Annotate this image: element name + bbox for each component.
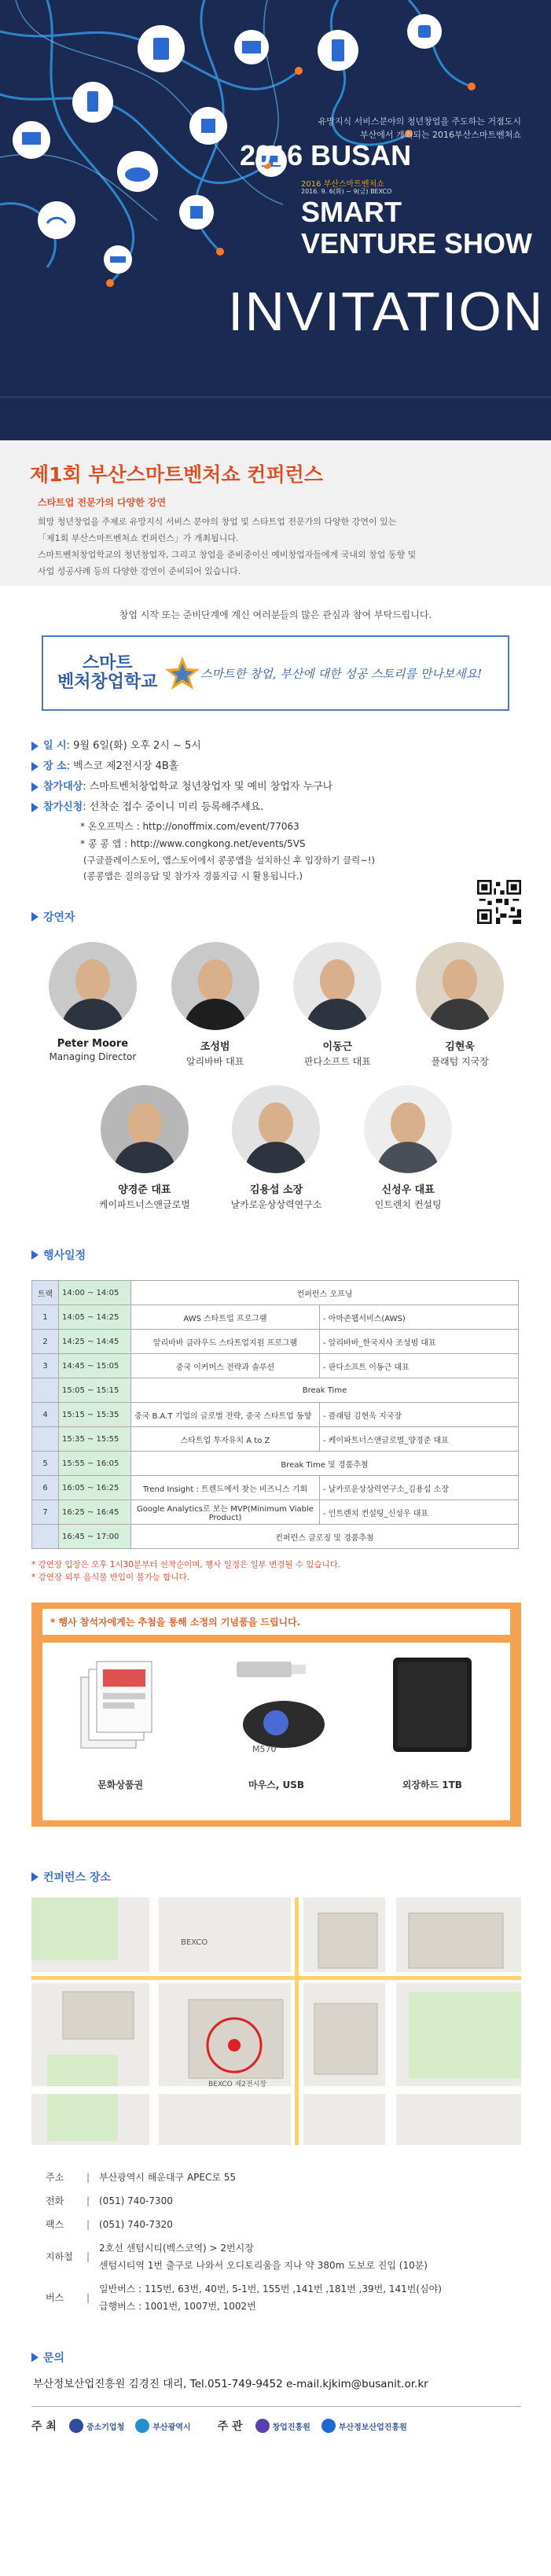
map-label: BEXCO 제2전시장 bbox=[208, 2081, 267, 2088]
speaker-cell: - 인트렌치 컨설팅_신성우 대표 bbox=[320, 1500, 519, 1525]
contact-info[interactable]: 부산정보산업진흥원 김경진 대리, Tel.051-749-9452 e-mail.kjkim@busanit.or.kr bbox=[33, 2378, 428, 2390]
bipa-logo-icon bbox=[321, 2419, 336, 2433]
track-cell bbox=[32, 1525, 59, 1549]
busan-logo-icon bbox=[135, 2419, 149, 2433]
onoffmix-link[interactable]: * 온오프믹스 : http://onoffmix.com/event/77063 bbox=[80, 821, 299, 832]
content-cell: AWS 스타트업 프로그램 bbox=[131, 1305, 320, 1330]
school-logo-line1: 스마트 bbox=[82, 653, 133, 673]
event-title-smart bbox=[301, 198, 402, 226]
hard-drive-icon bbox=[377, 1654, 487, 1756]
hero-banner bbox=[0, 0, 551, 440]
hero-desc-line: 부산에서 개최되는 2016부산스마트벤처쇼 bbox=[359, 130, 521, 140]
track-cell bbox=[32, 1427, 59, 1452]
info-note: (구글플레이스토어, 앱스토어에서 콩콩앱을 설치하신 후 입장하기 클릭~!) bbox=[83, 855, 375, 866]
speaker-card bbox=[86, 1085, 204, 1211]
table-row bbox=[32, 1500, 519, 1525]
address-value: (051) 740-7300 bbox=[99, 2195, 173, 2206]
speaker-card bbox=[349, 1085, 467, 1211]
host-logo bbox=[135, 2419, 190, 2433]
invite-message: 창업 시작 또는 준비단계에 계신 여러분들의 많은 관심과 참여 부탁드립니다. bbox=[119, 609, 432, 620]
event-title-line3: VENTURE SHOW bbox=[301, 227, 533, 259]
address-key: 전화 bbox=[46, 2195, 64, 2206]
intro-line: 사업 성공사례 등의 다양한 강연이 준비되어 있습니다. bbox=[38, 566, 241, 576]
speaker-cell: - 아마존웹서비스(AWS) bbox=[320, 1305, 519, 1330]
speaker-name: 김용섭 소장 bbox=[249, 1184, 303, 1196]
gift-heading: * 행사 참석자에게는 추첨을 통해 소정의 기념품을 드립니다. bbox=[42, 1609, 510, 1635]
speakers-title: 강연자 bbox=[43, 911, 75, 924]
venue-heading bbox=[31, 1869, 521, 1885]
break-cell: Break Time 및 경품추첨 bbox=[131, 1452, 519, 1476]
schedule-section bbox=[0, 1211, 551, 1584]
bullet-arrow-icon bbox=[31, 803, 39, 812]
speaker-cell: - 케이파트너스앤글로벌_양경준 대표 bbox=[320, 1427, 519, 1452]
speaker-row-2 bbox=[31, 1085, 521, 1211]
speaker-cell: - 판다소프트 이동근 대표 bbox=[320, 1354, 519, 1378]
table-row bbox=[32, 1403, 519, 1427]
speaker-card bbox=[278, 942, 396, 1068]
event-title-venture bbox=[301, 227, 533, 259]
info-key: 참가대상 bbox=[43, 781, 83, 793]
speaker-title: 알리바바 대표 bbox=[186, 1056, 244, 1067]
speaker-photo bbox=[49, 942, 137, 1030]
gift-box bbox=[31, 1603, 521, 1827]
mouse-usb-icon bbox=[221, 1654, 331, 1756]
intro-line: 「제1회 부산스마트벤처쇼 컨퍼런스」가 개최됩니다. bbox=[38, 533, 239, 543]
table-row bbox=[32, 1330, 519, 1354]
break-cell: Break Time bbox=[131, 1378, 519, 1403]
speaker-photo bbox=[101, 1085, 189, 1173]
fax-row: 팩스 | (051) 740-7320 bbox=[46, 2216, 521, 2233]
host-logo bbox=[69, 2419, 124, 2433]
hero-desc-line: 유망지식 서비스분야의 청년창업을 주도하는 거점도시 bbox=[318, 116, 521, 127]
organizer-logo bbox=[321, 2419, 407, 2433]
phone-row: 전화 | (051) 740-7300 bbox=[46, 2192, 521, 2210]
speaker-name: 이동근 bbox=[322, 1041, 353, 1053]
info-key: 일 시 bbox=[43, 740, 67, 752]
event-info bbox=[0, 711, 551, 884]
content-cell: 스타트업 투자유치 A to Z bbox=[131, 1427, 320, 1452]
school-logo bbox=[43, 654, 200, 692]
speaker-name: 김현욱 bbox=[445, 1041, 475, 1053]
smba-logo-icon bbox=[69, 2419, 83, 2433]
time-cell: 16:45 ~ 17:00 bbox=[59, 1525, 131, 1549]
organizer-name: 부산정보산업진흥원 bbox=[338, 2423, 407, 2432]
school-banner bbox=[42, 635, 509, 711]
info-row-datetime bbox=[31, 736, 521, 756]
conference-title: 제1회 부산스마트벤처쇼 컨퍼런스 bbox=[30, 463, 323, 486]
host-name: 중소기업청 bbox=[86, 2423, 125, 2432]
star-logo-icon bbox=[164, 655, 200, 691]
wifi-icon bbox=[38, 201, 75, 239]
address-value: 센텀시티역 1번 출구로 나와서 오디토리움을 지나 약 380m 도보로 진입 (10분) bbox=[99, 2260, 428, 2271]
bullet-arrow-icon bbox=[31, 1872, 39, 1882]
sponsors-footer bbox=[31, 2406, 521, 2434]
table-row bbox=[32, 1452, 519, 1476]
bullet-arrow-icon bbox=[31, 1250, 39, 1260]
track-cell: 3 bbox=[32, 1354, 59, 1378]
qr-code-icon[interactable] bbox=[477, 880, 521, 924]
speakers-heading bbox=[31, 909, 521, 925]
event-title-line1: 2016 BUSAN bbox=[240, 139, 412, 171]
hero-description bbox=[318, 115, 521, 142]
track-cell: 트랙 bbox=[32, 1281, 59, 1305]
table-row bbox=[32, 1305, 519, 1330]
table-row bbox=[32, 1525, 519, 1549]
speaker-card bbox=[217, 1085, 335, 1211]
speaker-card bbox=[401, 942, 519, 1068]
gift-card-icon bbox=[65, 1654, 175, 1756]
content-cell: Trend Insight : 트렌드에서 찾는 비즈니스 기회 bbox=[131, 1476, 320, 1500]
bullet-arrow-icon bbox=[31, 782, 39, 792]
content-cell: 알리바바 클라우드 스타트업지원 프로그램 bbox=[131, 1330, 320, 1354]
schedule-title: 행사일정 bbox=[43, 1249, 86, 1262]
info-value: : 선착순 접수 중이니 미리 등록해주세요. bbox=[83, 801, 264, 813]
invitation-heading: INVITATION bbox=[228, 281, 545, 342]
address-value: 일반버스 : 115번, 63번, 40번, 5-1번, 155번 ,141번 ,181번 ,39번, 141번(심야) bbox=[99, 2283, 442, 2294]
closing-cell: 컨퍼런스 클로징 및 경품추첨 bbox=[131, 1525, 519, 1549]
event-subtitle: 2016 부산스마트벤처쇼 bbox=[301, 180, 384, 189]
mouse-model-text: M570 bbox=[252, 1744, 277, 1754]
table-row bbox=[32, 1476, 519, 1500]
event-date: 2016. 9. 6(화) ~ 9(금) BEXCO bbox=[301, 188, 392, 195]
gift-label: 마우스, USB bbox=[248, 1779, 304, 1790]
speakers-section bbox=[0, 884, 551, 1211]
speaker-photo bbox=[416, 942, 504, 1030]
schedule-table bbox=[31, 1280, 519, 1549]
speaker-title: 날카로운상상력연구소 bbox=[230, 1199, 322, 1210]
venue-title: 컨퍼런스 장소 bbox=[43, 1871, 112, 1884]
address-key: 버스 bbox=[46, 2292, 64, 2303]
track-cell: 5 bbox=[32, 1452, 59, 1476]
speaker-title: 케이파트너스앤글로벌 bbox=[98, 1199, 190, 1210]
speaker-title: 인트렌치 컨설팅 bbox=[374, 1199, 442, 1210]
contact-section bbox=[0, 2321, 551, 2390]
track-cell bbox=[32, 1378, 59, 1403]
schedule-notes bbox=[31, 1558, 521, 1584]
address-value: 2호선 센텀시티(벡스코역) > 2번시장 bbox=[99, 2243, 254, 2254]
time-cell: 16:05 ~ 16:25 bbox=[59, 1476, 131, 1500]
table-row bbox=[32, 1427, 519, 1452]
conference-subtitle: 스타트업 전문가의 다양한 강연 bbox=[38, 497, 167, 508]
contact-heading bbox=[31, 2350, 521, 2365]
map-graphic bbox=[31, 1897, 521, 2145]
address-key: 팩스 bbox=[46, 2219, 64, 2230]
time-cell: 15:05 ~ 15:15 bbox=[59, 1378, 131, 1403]
address-key: 주소 bbox=[46, 2172, 64, 2183]
gift-item bbox=[213, 1654, 339, 1791]
speaker-cell: - 날카로운상상력연구소_김용섭 소장 bbox=[320, 1476, 519, 1500]
table-row bbox=[32, 1281, 519, 1305]
contact-title: 문의 bbox=[43, 2352, 65, 2364]
info-value: : 벡스코 제2전시장 4B홀 bbox=[66, 760, 179, 772]
address-key: 지하철 bbox=[46, 2251, 73, 2262]
bus-row: 버스 | 일반버스 : 115번, 63번, 40번, 5-1번, 155번 ,141번 ,181번 ,39번, 141번(심야) 급행버스 : 1001번, 1007번, 1002번 bbox=[46, 2280, 521, 2315]
schedule-note: * 강연장 입장은 오후 1시30분부터 선착순이며, 행사 일정은 일부 변경될 수 있습니다. bbox=[31, 1560, 341, 1570]
host-name: 부산광역시 bbox=[152, 2423, 191, 2432]
congkong-link[interactable]: * 콩 콩 앱 : http://www.congkong.net/events/5VS bbox=[80, 838, 306, 849]
speaker-photo bbox=[171, 942, 259, 1030]
speaker-row-1 bbox=[31, 942, 521, 1068]
time-cell: 15:55 ~ 16:05 bbox=[59, 1452, 131, 1476]
invite-section bbox=[0, 586, 551, 711]
map-label: BEXCO bbox=[181, 1938, 208, 1947]
speaker-photo bbox=[232, 1085, 320, 1173]
speaker-title: 플래텀 지국장 bbox=[431, 1056, 489, 1067]
schedule-note: * 강연장 외부 음식물 반입이 불가능 합니다. bbox=[31, 1573, 190, 1582]
kised-logo-icon bbox=[255, 2419, 270, 2433]
school-logo-line2: 벤처창업학교 bbox=[57, 672, 158, 692]
info-note: (콩콩앱은 질의응답 및 참가자 경품지급 시 활용됩니다.) bbox=[83, 870, 303, 881]
address-block bbox=[31, 2169, 521, 2315]
gift-label: 문화상품권 bbox=[97, 1779, 144, 1790]
address-value: 부산광역시 해운대구 APEC로 55 bbox=[99, 2172, 237, 2183]
speaker-name: 양경준 대표 bbox=[118, 1184, 171, 1196]
time-cell: 14:05 ~ 14:25 bbox=[59, 1305, 131, 1330]
speaker-title: Managing Director bbox=[49, 1051, 137, 1062]
organizer-name: 창업진흥원 bbox=[272, 2423, 310, 2432]
venue-section bbox=[0, 1827, 551, 2315]
time-cell: 14:45 ~ 15:05 bbox=[59, 1354, 131, 1378]
content-cell: 컨퍼런스 오프닝 bbox=[131, 1281, 519, 1305]
time-cell: 14:00 ~ 14:05 bbox=[59, 1281, 131, 1305]
track-cell: 4 bbox=[32, 1403, 59, 1427]
info-key: 참가신청 bbox=[43, 801, 83, 813]
gift-items bbox=[42, 1643, 510, 1820]
track-cell: 7 bbox=[32, 1500, 59, 1525]
content-cell: 중국 이커머스 전략과 솔루션 bbox=[131, 1354, 320, 1378]
address-value: (051) 740-7320 bbox=[99, 2219, 173, 2230]
speaker-title: 판다소프트 대표 bbox=[303, 1056, 371, 1067]
intro-line: 희망 청년창업을 주제로 유망지식 서비스 분야의 창업 및 스타트업 전문가의 다양한 강연이 있는 bbox=[38, 517, 397, 527]
subway-row: 지하철 | 2호선 센텀시티(벡스코역) > 2번시장 센텀시티역 1번 출구로 나와서 오디토리움을 지나 약 380m 도보로 진입 (10분) bbox=[46, 2239, 521, 2274]
speaker-name: 조성범 bbox=[200, 1041, 230, 1053]
event-title-line2: SMART bbox=[301, 196, 402, 228]
info-key: 장 소 bbox=[43, 760, 67, 772]
info-value: : 9월 6일(화) 오후 2시 ~ 5시 bbox=[66, 740, 201, 752]
speaker-card bbox=[34, 942, 152, 1068]
schedule-heading bbox=[31, 1247, 521, 1263]
intro-line: 스마트벤처창업학교의 청년창업자, 그리고 창업을 준비중이신 예비창업자들에게 국내외 창업 동향 및 bbox=[38, 550, 417, 560]
content-cell: Google Analytics로 보는 MVP(Minimum Viable Product) bbox=[131, 1500, 320, 1525]
venue-map[interactable] bbox=[31, 1897, 521, 2145]
speaker-cell: - 플래텀 김현욱 지국장 bbox=[320, 1403, 519, 1427]
gift-label: 외장하드 1TB bbox=[402, 1779, 462, 1790]
host-label: 주 최 bbox=[31, 2420, 57, 2433]
table-row bbox=[32, 1354, 519, 1378]
speaker-card bbox=[156, 942, 274, 1068]
address-value: 급행버스 : 1001번, 1007번, 1002번 bbox=[99, 2301, 256, 2312]
content-cell: 중국 B.A.T 기업의 글로벌 전략, 중국 스타트업 동향 bbox=[131, 1403, 320, 1427]
time-cell: 16:25 ~ 16:45 bbox=[59, 1500, 131, 1525]
event-title bbox=[240, 139, 412, 171]
bullet-arrow-icon bbox=[31, 2353, 39, 2362]
organizer-logo bbox=[255, 2419, 310, 2433]
speaker-photo bbox=[293, 942, 381, 1030]
info-row-audience bbox=[31, 777, 521, 797]
speaker-name: 신성우 대표 bbox=[381, 1184, 435, 1196]
speaker-name: Peter Moore bbox=[57, 1038, 129, 1050]
time-cell: 14:25 ~ 14:45 bbox=[59, 1330, 131, 1354]
organizer-label: 주 관 bbox=[217, 2420, 243, 2433]
bullet-arrow-icon bbox=[31, 742, 39, 751]
bullet-arrow-icon bbox=[31, 912, 39, 922]
track-cell: 6 bbox=[32, 1476, 59, 1500]
speaker-cell: - 알리바바_한국지사 조성범 대표 bbox=[320, 1330, 519, 1354]
info-value: : 스마트벤처창업학교 청년창업자 및 예비 창업자 누구나 bbox=[83, 781, 333, 793]
table-row bbox=[32, 1378, 519, 1403]
time-cell: 15:15 ~ 15:35 bbox=[59, 1403, 131, 1427]
address-row: 주소 | 부산광역시 해운대구 APEC로 55 bbox=[46, 2169, 521, 2186]
time-cell: 15:35 ~ 15:55 bbox=[59, 1427, 131, 1452]
intro-section bbox=[0, 440, 551, 586]
circuit-decoration bbox=[0, 0, 551, 440]
info-row-registration bbox=[31, 797, 521, 818]
track-cell: 1 bbox=[32, 1305, 59, 1330]
gift-item bbox=[369, 1654, 495, 1791]
school-slogan: 스마트한 창업, 부산에 대한 성공 스토리를 만나보세요! bbox=[200, 666, 483, 681]
track-cell: 2 bbox=[32, 1330, 59, 1354]
gift-item bbox=[57, 1654, 183, 1791]
speaker-photo bbox=[364, 1085, 452, 1173]
info-row-venue bbox=[31, 756, 521, 777]
bullet-arrow-icon bbox=[31, 762, 39, 771]
